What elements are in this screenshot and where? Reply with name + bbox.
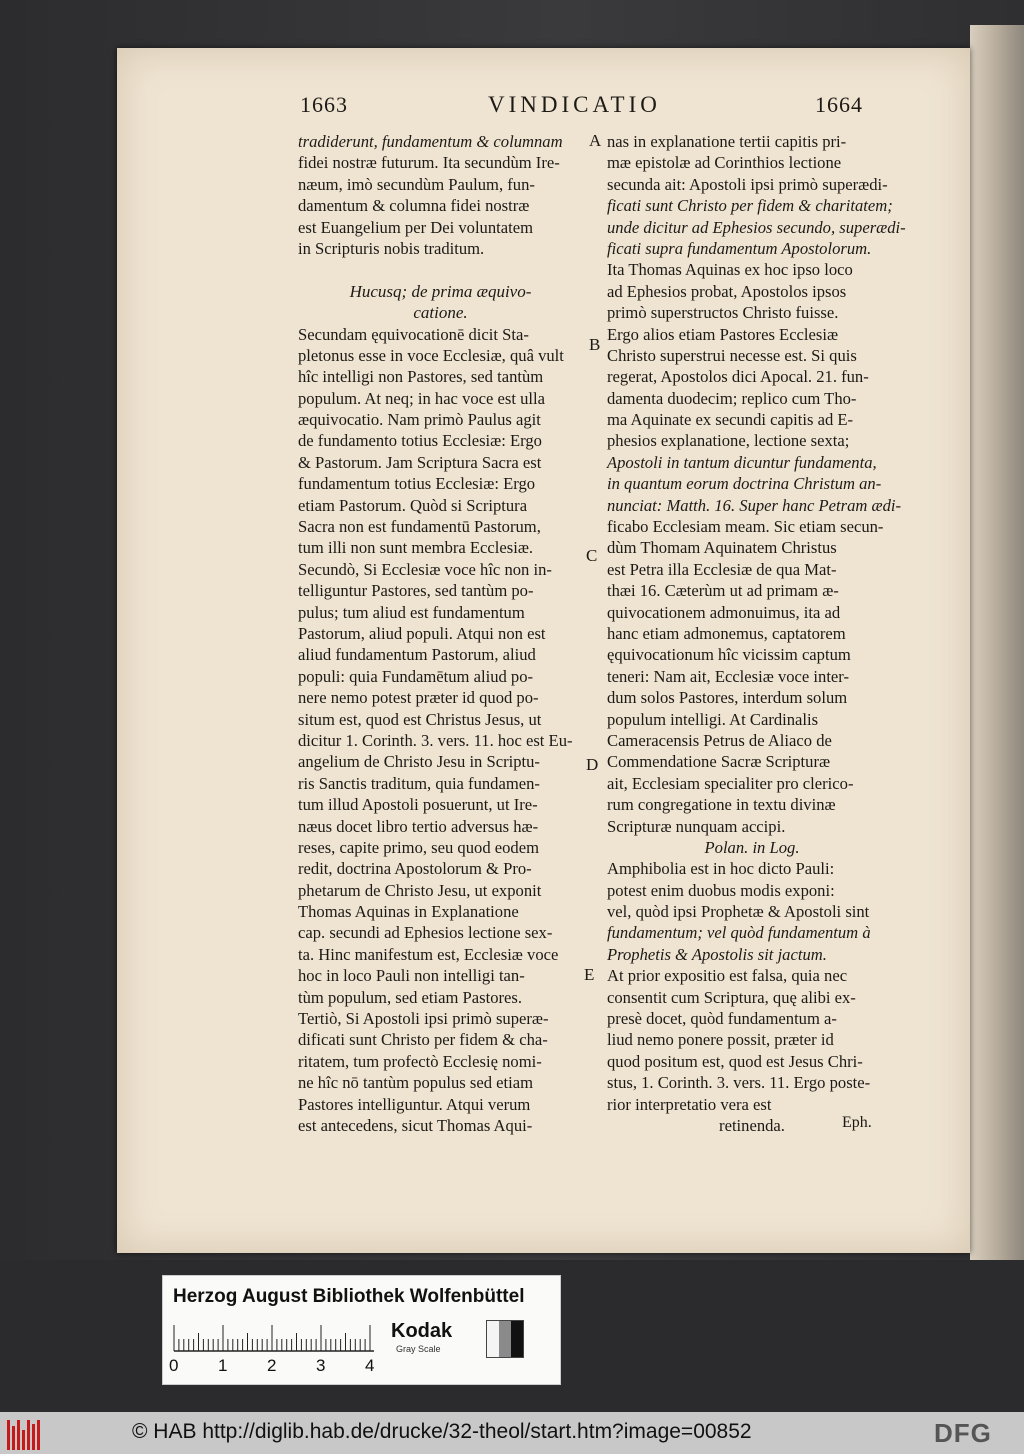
- library-color-label: [162, 1275, 561, 1385]
- text-line: nere nemo potest præter id quod po-: [298, 688, 539, 708]
- text-line: dum solos Pastores, interdum solum: [607, 688, 848, 708]
- text-line: dùm Thomam Aquinatem Christus: [607, 538, 837, 558]
- text-line: ait, Ecclesiam specialiter pro clerico-: [607, 773, 854, 793]
- text-line: damenta duodecim; replico cum Tho-: [607, 388, 857, 408]
- text-line: stus, 1. Corinth. 3. vers. 11. Ergo poste-: [607, 1073, 871, 1093]
- text-line: nas in explanatione tertii capitis pri-: [607, 132, 847, 151]
- text-line: æquivocatio. Nam primò Paulus agit: [298, 410, 541, 430]
- ruler-numbers: [169, 1356, 379, 1376]
- ruler-number: 2: [267, 1356, 277, 1375]
- page-number-left: 1663: [300, 92, 348, 117]
- page-number-right: 1664: [815, 92, 863, 117]
- text-line: de fundamento totius Ecclesiæ: Ergo: [298, 431, 542, 451]
- text-line: quivocationem admonuimus, ita ad: [607, 602, 841, 622]
- running-title: VINDICATIO: [488, 92, 661, 117]
- text-line: rum congregatione in textu divinæ: [607, 795, 836, 815]
- text-line: liud nemo ponere possit, præter id: [607, 1030, 834, 1050]
- text-line: consentit cum Scriptura, quę alibi ex-: [607, 987, 856, 1007]
- text-line: Prophetis & Apostolis sit jactum.: [607, 944, 827, 964]
- text-line: ficabo Ecclesiam meam. Sic etiam secun-: [607, 517, 884, 537]
- text-line: est Petra illa Ecclesiæ de qua Mat-: [607, 559, 837, 579]
- text-line: dicitur 1. Corinth. 3. vers. 11. hoc est Eu-: [298, 730, 573, 750]
- text-line: Amphibolia est in hoc dicto Pauli:: [607, 859, 835, 879]
- text-line: At prior expositio est falsa, quia nec: [607, 966, 848, 986]
- text-line: retinenda.: [719, 1115, 785, 1135]
- text-line: populum. At neq; in hac voce est ulla: [298, 388, 546, 408]
- text-line: telliguntur Pastores, sed tantùm po-: [298, 581, 534, 601]
- ruler-number: 0: [169, 1356, 179, 1375]
- ruler-number: 3: [316, 1356, 326, 1375]
- text-line: tum illud Apostoli posuerunt, ut Ire-: [298, 795, 538, 815]
- text-line: ęquivocationum hîc vicissim captum: [607, 645, 851, 665]
- text-line: aliud fundamentum Pastorum, aliud: [298, 645, 536, 665]
- margin-letter-c: C: [586, 546, 598, 565]
- hab-logo-icon: [7, 1416, 41, 1450]
- text-line: rior interpretatio vera est: [607, 1094, 772, 1114]
- footer-bar: [0, 1412, 1024, 1454]
- margin-letter-b: B: [589, 335, 601, 354]
- catchword: Eph.: [842, 1114, 872, 1131]
- text-line: ne hîc nō tantùm populus sed etiam: [298, 1073, 534, 1093]
- text-line: damentum & columna fidei nostræ: [298, 196, 530, 216]
- text-line: redit, doctrina Apostolorum & Pro-: [298, 859, 532, 879]
- ruler-scale: [171, 1322, 376, 1352]
- text-line: in quantum eorum doctrina Christum an-: [607, 474, 882, 494]
- text-line: mæ epistolæ ad Corinthios lectione: [607, 153, 842, 173]
- text-line: situm est, quod est Christus Jesus, ut: [298, 709, 542, 729]
- text-line: ritatem, tum profectò Ecclesię nomi-: [298, 1051, 542, 1071]
- text-line: Pastorum, aliud populi. Atqui non est: [298, 623, 546, 643]
- text-line: presè docet, quòd fundamentum a-: [607, 1009, 837, 1029]
- next-page-edge: [970, 25, 1024, 1260]
- text-line: Scripturæ nunquam accipi.: [607, 816, 786, 836]
- text-line: secunda ait: Apostoli ipsi primò superædi-: [607, 174, 888, 194]
- text-line: in Scripturis nobis traditum.: [298, 238, 485, 258]
- text-line: Ita Thomas Aquinas ex hoc ipso loco: [607, 260, 853, 280]
- text-line: tùm populum, sed etiam Pastores.: [298, 987, 522, 1007]
- right-text-column: [607, 131, 906, 1136]
- text-line: Hucusq; de prima æquivo-: [349, 281, 532, 301]
- ruler-number: 1: [218, 1356, 228, 1375]
- text-line: est Euangelium per Dei voluntatem: [298, 217, 534, 237]
- text-line: thæi 16. Cæterùm ut ad primam æ-: [607, 581, 839, 601]
- text-line: Pastores intelliguntur. Atqui verum: [298, 1094, 531, 1114]
- text-line: ficati supra fundamentum Apostolorum.: [607, 238, 872, 258]
- text-line: hîc intelligi non Pastores, sed tantùm: [298, 367, 544, 387]
- text-line: pulus; tum aliud est fundamentum: [298, 602, 525, 622]
- text-line: dificati sunt Christo per fidem & cha-: [298, 1030, 548, 1050]
- text-line: Thomas Aquinas in Explanatione: [298, 902, 519, 922]
- text-line: ris Sanctis traditum, quia fundamen-: [298, 773, 540, 793]
- text-line: ad Ephesios probat, Apostolos ipsos: [607, 281, 847, 301]
- dfg-logo: DFG: [934, 1418, 992, 1448]
- text-line: Sacra non est fundamentū Pastorum,: [298, 517, 541, 537]
- text-line: Ergo alios etiam Pastores Ecclesiæ: [607, 324, 839, 344]
- gray-scale-label: Gray Scale: [396, 1344, 441, 1354]
- text-line: Apostoli in tantum dicuntur fundamenta,: [607, 452, 877, 472]
- text-line: Cameracensis Petrus de Aliaco de: [607, 730, 832, 750]
- text-line: angelium de Christo Jesu in Scriptu-: [298, 752, 540, 772]
- text-line: regerat, Apostolos dici Apocal. 21. fun-: [607, 367, 869, 387]
- text-line: Christo superstrui necesse est. Si quis: [607, 345, 857, 365]
- text-line: [298, 259, 583, 280]
- text-line: cap. secundi ad Ephesios lectione sex-: [298, 923, 553, 943]
- text-line: Secundam ęquivocationē dicit Sta-: [298, 324, 529, 344]
- text-line: primò superstructos Christo fuisse.: [607, 303, 839, 323]
- text-line: Secundò, Si Ecclesiæ voce hîc non in-: [298, 559, 552, 579]
- text-line: reses, capite primo, seu quod eodem: [298, 837, 539, 857]
- text-line: tradiderunt, fundamentum & columnam: [298, 132, 563, 151]
- text-line: etiam Pastorum. Quòd si Scriptura: [298, 495, 528, 515]
- text-line: næus docet libro tertio adversus hæ-: [298, 816, 539, 836]
- text-line: teneri: Nam ait, Ecclesiæ voce inter-: [607, 666, 850, 686]
- text-line: potest enim duobus modis exponi:: [607, 880, 835, 900]
- text-line: hoc in loco Pauli non intelligi tan-: [298, 966, 525, 986]
- text-line: vel, quòd ipsi Prophetæ & Apostoli sint: [607, 902, 870, 922]
- text-line: Polan. in Log.: [704, 837, 800, 857]
- text-line: nunciat: Matth. 16. Super hanc Petram ædi-: [607, 495, 902, 515]
- text-line: pletonus esse in voce Ecclesiæ, quâ vult: [298, 345, 564, 365]
- text-line: Tertiò, Si Apostoli ipsi primò superæ-: [298, 1009, 549, 1029]
- gray-swatch: [486, 1320, 524, 1358]
- text-line: ficati sunt Christo per fidem & charitatem;: [607, 196, 893, 216]
- text-line: tum illi non sunt membra Ecclesiæ.: [298, 538, 534, 558]
- text-line: hanc etiam admonemus, captatorem: [607, 623, 846, 643]
- library-name: Herzog August Bibliothek Wolfenbüttel: [173, 1286, 525, 1307]
- margin-letter-e: E: [584, 965, 595, 984]
- text-line: Commendatione Sacræ Scripturæ: [607, 752, 831, 772]
- text-line: ma Aquinate ex secundi capitis ad E-: [607, 410, 854, 430]
- text-line: unde dicitur ad Ephesios secundo, superædi-: [607, 217, 906, 237]
- text-line: ta. Hinc manifestum est, Ecclesiæ voce: [298, 944, 559, 964]
- text-line: populi: quia Fundamētum aliud po-: [298, 666, 534, 686]
- text-line: catione.: [413, 303, 468, 323]
- text-line: & Pastorum. Jam Scriptura Sacra est: [298, 452, 542, 472]
- text-line: populum intelligi. At Cardinalis: [607, 709, 819, 729]
- text-line: est antecedens, sicut Thomas Aqui-: [298, 1115, 533, 1135]
- text-line: næum, imò secundùm Paulum, fun-: [298, 174, 535, 194]
- text-line: quod positum est, quod est Jesus Chri-: [607, 1051, 863, 1071]
- left-text-column: [298, 131, 583, 1136]
- text-line: phetarum de Christo Jesu, ut exponit: [298, 880, 542, 900]
- text-line: fundamentum totius Ecclesiæ: Ergo: [298, 474, 536, 494]
- footer-copyright-url[interactable]: © HAB http://diglib.hab.de/drucke/32-theol/start.htm?image=00852: [132, 1420, 752, 1443]
- text-line: fidei nostræ futurum. Ita secundùm Ire-: [298, 153, 560, 173]
- ruler-number: 4: [365, 1356, 375, 1375]
- margin-letter-a: A: [589, 131, 602, 150]
- text-line: phesios explanatione, lectione sexta;: [607, 431, 850, 451]
- kodak-logo: Kodak: [391, 1320, 453, 1342]
- text-line: fundamentum; vel quòd fundamentum à: [607, 923, 871, 943]
- margin-letter-d: D: [586, 755, 599, 774]
